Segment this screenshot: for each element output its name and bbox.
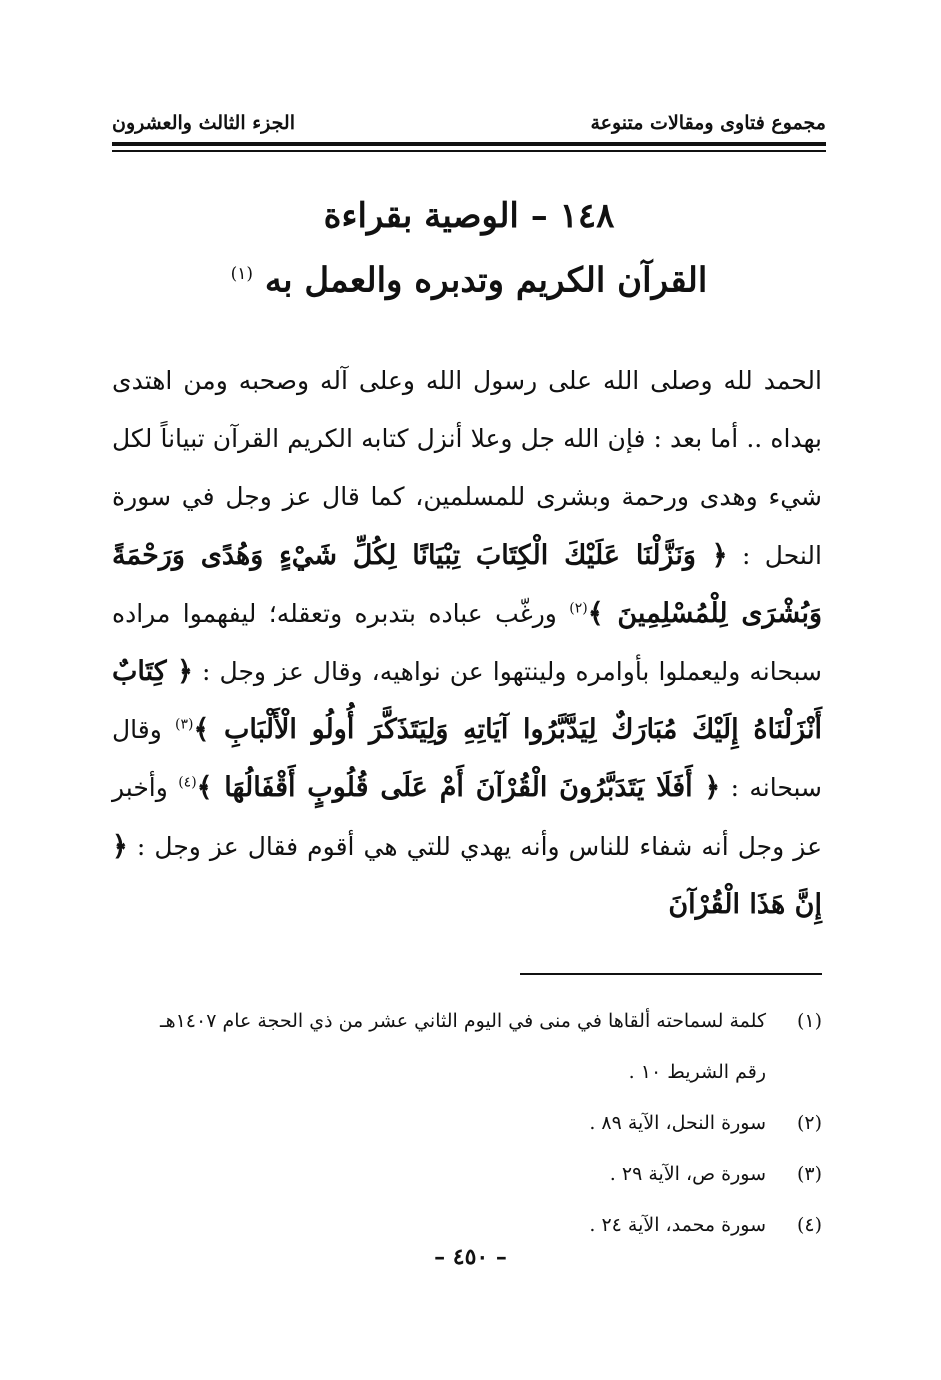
footnote-item — [100, 1098, 822, 1149]
footnote-ref: (٢) — [569, 600, 588, 617]
quran-verse: ﴿ وَنَزَّلْنَا عَلَيْكَ الْكِتَابَ تِبْيَانًا لِكُلِّ شَيْءٍ وَهُدًى وَرَحْمَةً وَبُشْرَى لِلْمُسْلِمِينَ ﴾ — [112, 539, 822, 629]
footnote-text: سورة محمد، الآية ٢٤ . — [589, 1214, 766, 1236]
footnote-item — [100, 996, 822, 1047]
footnote-continuation: رقم الشريط ١٠ . — [628, 1061, 766, 1083]
body-sentence: وقال سبحانه : — [112, 715, 823, 803]
page-number: – ٤٥٠ – — [434, 1244, 507, 1270]
footnotes — [100, 996, 822, 1251]
book-title: مجموع فتاوى ومقالات متنوعة — [590, 112, 826, 134]
footnote-ref: (٤) — [178, 775, 197, 792]
footnote-item — [100, 1149, 822, 1200]
chapter-title-line-2 — [112, 246, 826, 308]
title-footnote-ref: (١) — [230, 264, 254, 284]
quran-verse: ﴿ إِنَّ هَذَا الْقُرْآنَ — [112, 830, 822, 920]
quran-verse: ﴿ كِتَابٌ أَنْزَلْنَاهُ إِلَيْكَ مُبَارَكٌ لِيَدَّبَّرُوا آيَاتِهِ وَلِيَتَذَكَّرَ أُولُو الْأَلْبَابِ ﴾ — [112, 656, 822, 746]
body-sentence: الحمد لله وصلى الله على رسول الله وعلى آله وصحبه ومن اهتدى بهداه .. أما بعد : فإن الله جل وعلا أنزل كتابه الكريم القرآن تبياناً لكل شيء وهدى ورحمة وبشرى للمسلمين، كما قال عز وجل في سورة النحل : — [112, 366, 822, 570]
footnote-number: (١) — [796, 1010, 822, 1032]
footnote-text: كلمة لسماحته ألقاها في منى في اليوم الثاني عشر من ذي الحجة عام ١٤٠٧هـ — [160, 1010, 766, 1032]
footnote-separator — [520, 973, 822, 975]
footnote-number: (٢) — [796, 1112, 822, 1134]
header-rule-thick — [112, 142, 826, 146]
running-header — [112, 108, 826, 138]
footnote-number: (٤) — [796, 1214, 822, 1236]
volume-label: الجزء الثالث والعشرون — [112, 112, 295, 134]
header-rule-thin — [112, 150, 826, 152]
body-sentence: وأخبر عز وجل أنه شفاء للناس وأنه يهدي للتي هي أقوم فقال عز وجل : — [112, 773, 822, 861]
body-paragraph — [112, 352, 822, 934]
footnote-ref: (٣) — [175, 716, 194, 733]
chapter-title-line-1: ١٤٨ – الوصية بقراءة — [323, 196, 615, 236]
footnote-number: (٣) — [796, 1163, 822, 1185]
body-sentence: ورغّب عباده بتدبره وتعقله؛ ليفهموا مراده سبحانه وليعملوا بأوامره ولينتهوا عن نواهيه، وقال عز وجل : — [112, 598, 822, 687]
footnote-text: سورة النحل، الآية ٨٩ . — [589, 1112, 766, 1134]
footnote-text: سورة ص، الآية ٢٩ . — [609, 1163, 766, 1185]
chapter-title-text: القرآن الكريم وتدبره والعمل به — [264, 260, 708, 301]
quran-verse: ﴿ أَفَلَا يَتَدَبَّرُونَ الْقُرْآنَ أَمْ عَلَى قُلُوبٍ أَقْفَالُهَا ﴾ — [196, 772, 721, 804]
